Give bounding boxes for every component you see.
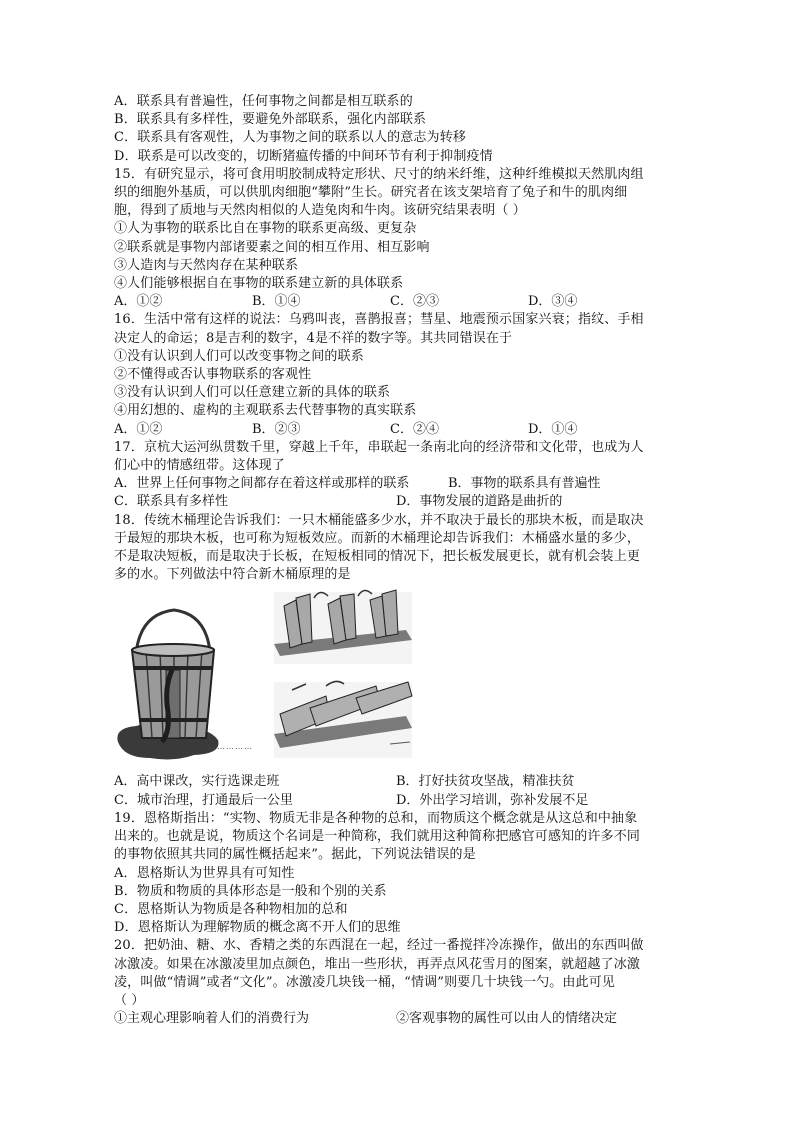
question-stem: 18．传统木桶理论告诉我们：一只木桶能盛多少水，并不取决于最长的那块木板，而是取决	[114, 512, 644, 528]
option-b: B．打好扶贫攻坚战，精准扶贫	[396, 774, 575, 790]
statement-item: ③没有认识到人们可以任意建立新的具体的联系	[114, 385, 391, 401]
question-stem: 织的细胞外基质，可以供肌肉细胞“攀附”生长。研究者在该支架培育了兔子和牛的肌肉细	[114, 185, 628, 201]
answer-options	[114, 773, 684, 791]
option-a: A．联系具有普遍性，任何事物之间都是相互联系的	[114, 94, 413, 109]
answer-options	[114, 475, 684, 493]
option-c: C．②③	[390, 294, 439, 310]
option-a: A．恩格斯认为世界具有可知性	[114, 865, 295, 881]
statement-item: ②客观事物的属性可以由人的情绪决定	[396, 1011, 618, 1027]
statement-item: ①人为事物的联系比自在事物的联系更高级、更复杂	[114, 221, 417, 237]
exam-page	[114, 93, 684, 1028]
question-stem: 16．生活中常有这样的说法：乌鸦叫丧，喜鹊报喜；彗星、地震预示国家兴衰；指纹、手相	[114, 312, 644, 328]
question-stem: 17．京杭大运河纵贯数千里，穿越上千年，串联起一条南北向的经济带和文化带，也成为人	[114, 439, 644, 455]
option-c: C．②④	[390, 421, 439, 437]
long-plank-illustration	[266, 586, 416, 766]
option-d: D．①④	[528, 421, 578, 437]
answer-options	[114, 493, 684, 511]
question-15	[114, 166, 684, 312]
answer-options	[114, 293, 684, 311]
question-stem: 凌，叫做“情调”或者“文化”。冰激凌几块钱一桶，“情调”则要几十块钱一勺。由此可见	[114, 974, 616, 990]
question-stem: 决定人的命运；8是吉利的数字，4是不祥的数字等。其共同错误在于	[114, 330, 513, 346]
statement-item: ④用幻想的、虚构的主观联系去代替事物的真实联系	[114, 403, 417, 419]
leaking-bucket-illustration	[114, 592, 224, 767]
option-c: C．联系具有客观性，人为事物之间的联系以人的意志为转移	[114, 130, 466, 146]
option-b: B．①④	[252, 294, 301, 310]
question-stem: 19．恩格斯指出：“实物、物质无非是各种物的总和，而物质这个概念就是从这总和中抽象	[114, 810, 638, 826]
question-19	[114, 810, 684, 937]
option-a: A．①②	[114, 421, 163, 437]
statement-item: ②不懂得或否认事物联系的客观性	[114, 367, 312, 383]
option-c: C．恩格斯认为物质是各种物相加的总和	[114, 901, 348, 917]
option-b: B．②③	[252, 421, 301, 437]
option-d: D．联系是可以改变的，切断猪瘟传播的中间环节有利于抑制疫情	[114, 148, 493, 164]
option-b: B．事物的联系具有普遍性	[448, 476, 601, 492]
question-17	[114, 439, 684, 512]
option-a: A．①②	[114, 294, 163, 310]
option-a: A．高中课改，实行选课走班	[114, 774, 280, 790]
question-16	[114, 311, 684, 438]
statement-item: ①主观心理影响着人们的消费行为	[114, 1011, 310, 1027]
question-stem: 们心中的情感纽带。这体现了	[114, 458, 285, 474]
statement-item: ②联系就是事物内部诸要素之间的相互作用、相互影响	[114, 239, 430, 255]
statement-item: ④人们能够根据自在事物的联系建立新的具体联系	[114, 276, 404, 292]
question-stem: 15．有研究显示，将可食用明胶制成特定形状、尺寸的纳米纤维，这种纤维模拟天然肌肉组	[114, 166, 644, 182]
answer-options	[114, 421, 684, 439]
question-stem: （ ）	[114, 992, 145, 1008]
option-d: D．③④	[528, 294, 578, 310]
question-stem: 的事物依照其共同的属性概括起来”。据此，下列说法错误的是	[114, 847, 476, 863]
option-b: B．联系具有多样性，要避免外部联系，强化内部联系	[114, 112, 427, 128]
bucket-figure	[114, 586, 684, 771]
option-c: C．城市治理，打通最后一公里	[114, 792, 293, 808]
option-c: C．联系具有多样性	[114, 494, 228, 510]
question-stem: 于最短的那块木板，也可称为短板效应。而新的木桶理论却告诉我们：木桶盛水量的多少，	[114, 530, 641, 546]
option-b: B．物质和物质的具体形态是一般和个别的关系	[114, 883, 387, 899]
question-stem: 胞，得到了质地与天然肉相似的人造兔肉和牛肉。该研究结果表明（ ）	[114, 203, 526, 219]
statement-items	[114, 1010, 684, 1028]
option-a: A．世界上任何事物之间都存在着这样或那样的联系	[114, 476, 410, 492]
answer-options	[114, 792, 684, 810]
question-stem: 不是取决短板，而是取决于长板，在短板相同的情况下，把长板发展更长，就有机会装上更	[114, 549, 641, 565]
question-stem: 多的水。下列做法中符合新木桶原理的是	[114, 567, 351, 583]
question-18	[114, 512, 684, 810]
option-d: D．外出学习培训，弥补发展不足	[396, 792, 589, 808]
figure-dots: ……………	[208, 742, 253, 752]
question-20	[114, 937, 684, 1028]
statement-item: ①没有认识到人们可以改变事物之间的联系	[114, 348, 364, 364]
q14-options	[114, 93, 684, 166]
option-d: D．恩格斯认为理解物质的概念离不开人们的思维	[114, 920, 401, 936]
question-stem: 冰激凌。如果在冰激凌里加点颜色，堆出一些形状，再弄点风花雪月的图案，就超越了冰激	[114, 956, 641, 972]
statement-item: ③人造肉与天然肉存在某种联系	[114, 257, 299, 273]
option-d: D．事物发展的道路是曲折的	[396, 494, 563, 510]
question-stem: 20．把奶油、糖、水、香精之类的东西混在一起，经过一番搅拌冷冻操作，做出的东西叫做	[114, 938, 644, 954]
question-stem: 出来的。也就是说，物质这个名词是一种简称，我们就用这种简称把感官可感知的许多不同	[114, 829, 641, 845]
